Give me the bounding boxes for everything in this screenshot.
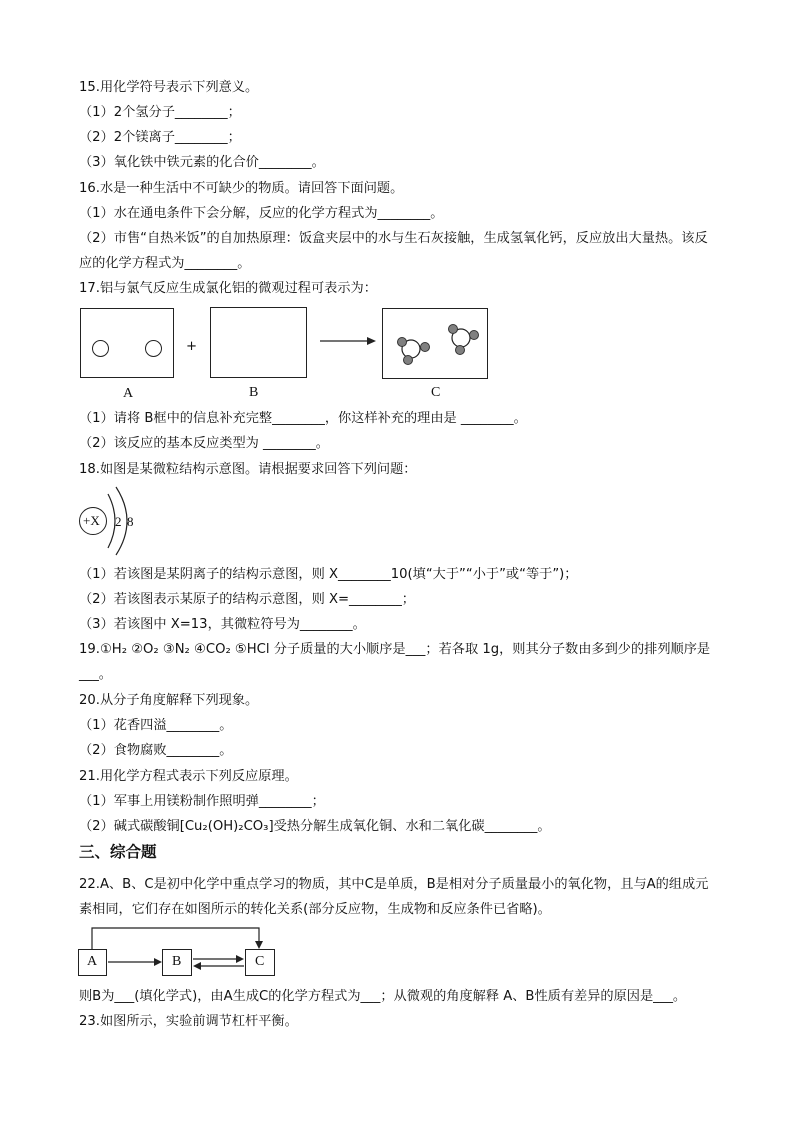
q22-answer: 则B为___(填化学式)，由A生成C的化学方程式为___；从微观的角度解释 A、B性质有差异的原因是___。 [79, 989, 687, 1004]
atom-circle [92, 340, 109, 357]
node-a-label: A [87, 954, 98, 969]
node-c [245, 949, 275, 976]
q20-stem: 20.从分子角度解释下列现象。 [79, 693, 259, 708]
q18-item-1: （1）若该图是某阴离子的结构示意图，则 X________10(填“大于”“小于”或“等于”)； [79, 567, 578, 582]
plus-sign: + [186, 339, 198, 354]
q17-stem: 17.铝与氯气反应生成氯化铝的微观过程可表示为： [79, 281, 377, 296]
q23-stem: 23.如图所示，实验前调节杠杆平衡。 [79, 1014, 298, 1029]
q16-item-1: （1）水在通电条件下会分解，反应的化学方程式为________。 [79, 206, 444, 221]
q16-item-2: （2）市售“自热米饭”的自加热原理：饭盒夹层中的水与生石灰接触，生成氢氧化钙，反应放出大量热。该反应的化学方程式为________。 [79, 231, 708, 271]
q21-item-1: （1）军事上用镁粉制作照明弹________； [79, 794, 325, 809]
reaction-arrow [318, 333, 378, 349]
q21-item-2: （2）碱式碳酸铜[Cu₂(OH)₂CO₃]受热分解生成氧化铜、水和二氧化碳________。 [79, 819, 551, 834]
q15-stem: 15.用化学符号表示下列意义。 [79, 80, 259, 95]
label-b: B [249, 385, 259, 400]
q18-item-3: （3）若该图中 X=13，其微粒符号为________。 [79, 617, 366, 632]
q17-item-2: （2）该反应的基本反应类型为 ________。 [79, 436, 329, 451]
molecule-1 [398, 338, 430, 365]
node-a [78, 949, 107, 976]
molecule-diagram [383, 309, 489, 380]
q17-item-1: （1）请将 B框中的信息补充完整________，你这样补充的理由是 ________。 [79, 411, 527, 426]
label-c: C [431, 385, 441, 400]
box-c [382, 308, 488, 379]
node-c-label: C [255, 954, 265, 969]
q16-stem: 16.水是一种生活中不可缺少的物质。请回答下面问题。 [79, 181, 404, 196]
q21-stem: 21.用化学方程式表示下列反应原理。 [79, 769, 298, 784]
shell-1-electrons: 2 [115, 514, 122, 529]
q15-item-2: （2）2个镁离子________； [79, 130, 241, 145]
nucleus-charge: +X [83, 513, 100, 528]
section-heading: 三、综合题 [79, 843, 157, 861]
q15-item-3: （3）氧化铁中铁元素的化合价________。 [79, 155, 325, 170]
box-a [80, 308, 174, 378]
q19-text: 19.①H₂ ②O₂ ③N₂ ④CO₂ ⑤HCl 分子质量的大小顺序是___；若各取 1g，则其分子数由多到少的排列顺序是___。 [79, 642, 711, 682]
q20-item-2: （2）食物腐败________。 [79, 743, 233, 758]
q20-item-1: （1）花香四溢________。 [79, 718, 233, 733]
node-b [162, 949, 192, 976]
q18-stem: 18.如图是某微粒结构示意图。请根据要求回答下列问题： [79, 462, 417, 477]
molecule-2 [449, 325, 479, 355]
node-b-label: B [172, 954, 182, 969]
shell-2-electrons: 8 [127, 514, 134, 529]
q22-stem: 22.A、B、C是初中化学中重点学习的物质，其中C是单质，B是相对分子质量最小的氧化物，且与A的组成元素相同，它们存在如图所示的转化关系(部分反应物，生成物和反应条件已省略)。 [79, 877, 709, 917]
atom-circle [145, 340, 162, 357]
q15-item-1: （1）2个氢分子________； [79, 105, 241, 120]
box-b [210, 307, 307, 378]
label-a: A [123, 386, 134, 401]
q18-item-2: （2）若该图表示某原子的结构示意图，则 X=________； [79, 592, 415, 607]
